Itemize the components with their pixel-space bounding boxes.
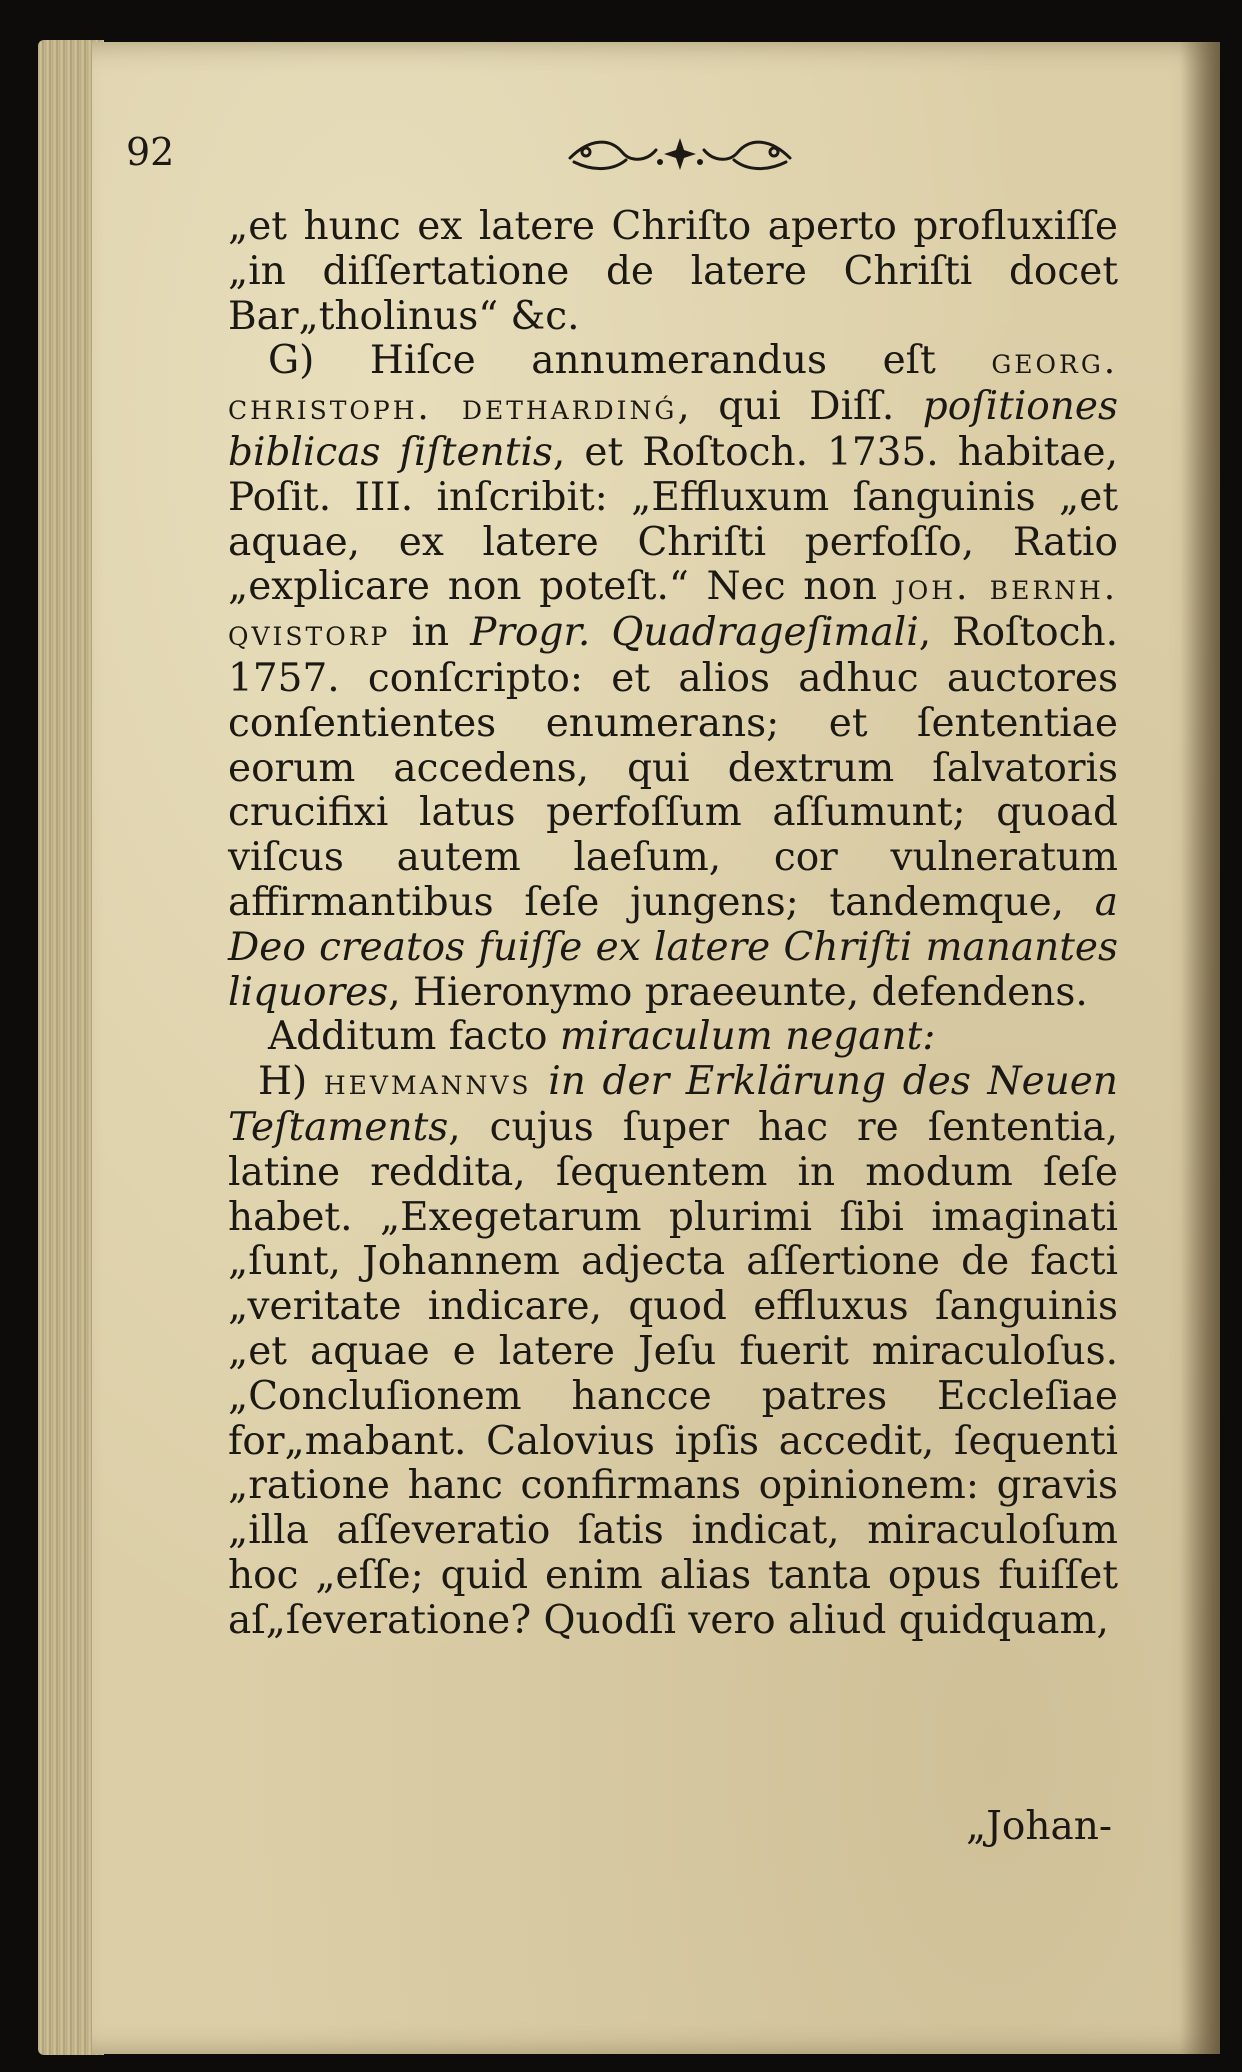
text-run: , qui Diſſ. <box>677 384 923 430</box>
text-run: , Hieronymo praeeunte, defendens. <box>388 969 1088 1015</box>
text-run: in <box>390 610 471 656</box>
small-caps-name: hevmannvs <box>323 1062 532 1104</box>
small-caps-name: georg. christoph. dethardinǵ <box>228 341 1118 429</box>
small-caps-name: joh. bernh. qvistorp <box>228 567 1118 655</box>
text-run: G) Hiſce annumerandus eſt <box>268 338 992 384</box>
text-run: , cujus ſuper hac re ſententia, latine reddita, ſequentem in modum ſeſe habet. „Exegetarum plurimi ſibi imaginati „ſunt, Johannem adjecta aſſertione de facti „veritate indicare, quod effluxus ſanguinis „et aquae e latere Jeſu fuerit miraculoſus. „Concluſionem hancce patres Eccleſiae for„mabant. Calovius ipſis accedit, ſequenti „ratione hanc confirmans opinionem: gravis „illa aſſeveratio ſatis indicat, miraculoſum hoc „eſſe; quid enim alias tanta opus fuiſſet aſ„ſeveratione? Quodſi vero aliud quidquam, <box>228 1104 1118 1643</box>
italic-text: miraculum negant: <box>559 1014 936 1060</box>
paragraph-p4 <box>228 1060 1118 1643</box>
text-run: Additum facto <box>268 1014 560 1060</box>
text-run: , et Roſtoch. 1735. habitae, Poſit. III. inſcribit: „Effluxum ſanguinis „et aquae, ex latere Chriſti perfoſſo, Ratio „explicare non poteſt.“ Nec non <box>228 429 1118 610</box>
italic-text: Progr. Quadrageſimali <box>470 610 919 656</box>
text-run: H) <box>258 1059 324 1105</box>
paragraph-p3 <box>228 1015 1118 1060</box>
italic-text: a Deo creatos fuiſſe ex latere Chriſti manantes liquores <box>228 879 1118 1015</box>
text-run: „et hunc ex latere Chriſto aperto profluxiſſe „in diſſertatione de latere Chriſti docet Bar„tholinus“ &c. <box>228 204 1118 339</box>
paragraph-p2 <box>228 339 1118 1015</box>
text-run <box>532 1059 549 1104</box>
binding-shadow <box>1180 42 1220 2054</box>
italic-text: in der Erklärung des Neuen Teſtaments <box>228 1059 1118 1150</box>
text-run: , Roſtoch. 1757. conſcripto: et alios adhuc auctores conſentientes enumerans; et ſententiae eorum accedens, qui dextrum ſalvatoris crucifixi latus perfoſſum aſſumunt; quoad viſcus autem laeſum, cor vulneratum affirmantibus ſeſe jungens; tandemque, <box>228 610 1118 925</box>
paragraph-p1 <box>228 205 1118 339</box>
page-number: 92 <box>126 130 175 174</box>
body-text <box>228 205 1118 1644</box>
header-ornament-icon <box>560 132 800 176</box>
catchword: „Johan- <box>966 1804 1112 1849</box>
italic-text: poſitiones biblicas ſiſtentis <box>228 384 1118 475</box>
